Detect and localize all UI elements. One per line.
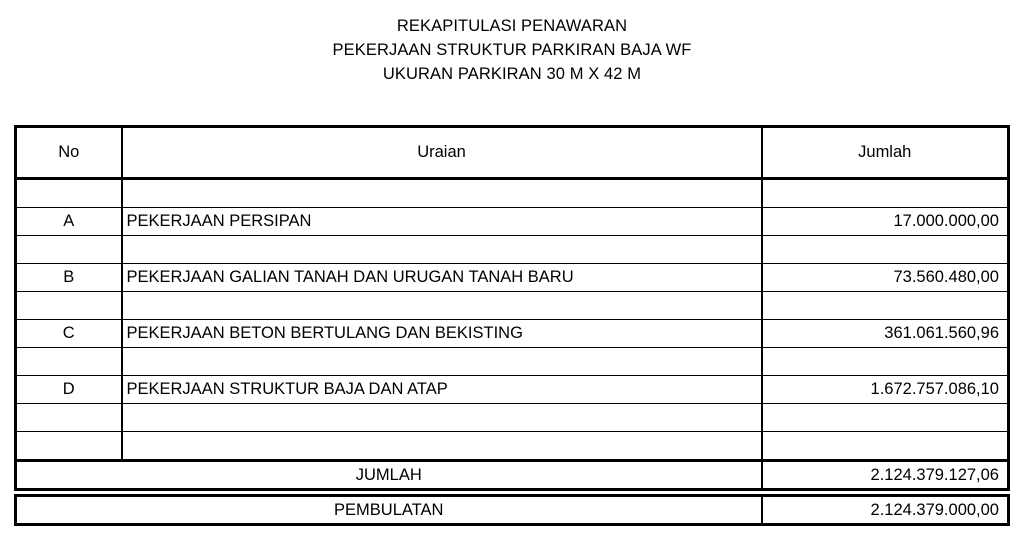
table-header-row	[16, 127, 1009, 179]
header-uraian: Uraian	[122, 127, 762, 179]
row-uraian	[122, 348, 762, 376]
row-no: D	[16, 376, 122, 404]
row-no	[16, 432, 122, 461]
table-row	[16, 179, 1009, 208]
row-uraian: PEKERJAAN STRUKTUR BAJA DAN ATAP	[122, 376, 762, 404]
table-row	[16, 320, 1009, 348]
recap-table	[14, 125, 1010, 526]
title-line-1: REKAPITULASI PENAWARAN	[396, 17, 628, 35]
table-row	[16, 376, 1009, 404]
row-uraian: PEKERJAAN BETON BERTULANG DAN BEKISTING	[122, 320, 762, 348]
row-no	[16, 292, 122, 320]
row-uraian	[122, 292, 762, 320]
row-jumlah	[762, 404, 1009, 432]
total-value: 2.124.379.127,06	[762, 461, 1009, 490]
table-row	[16, 236, 1009, 264]
row-jumlah	[762, 236, 1009, 264]
row-no	[16, 179, 122, 208]
table-row	[16, 208, 1009, 236]
table-row	[16, 264, 1009, 292]
row-no: B	[16, 264, 122, 292]
total-row	[16, 461, 1009, 490]
row-no	[16, 348, 122, 376]
table-row	[16, 404, 1009, 432]
title-line-2: PEKERJAAN STRUKTUR PARKIRAN BAJA WF	[332, 41, 692, 59]
row-jumlah: 1.672.757.086,10	[762, 376, 1009, 404]
row-uraian	[122, 404, 762, 432]
document-title	[0, 14, 1024, 86]
row-uraian	[122, 236, 762, 264]
row-no	[16, 404, 122, 432]
row-jumlah: 73.560.480,00	[762, 264, 1009, 292]
row-uraian: PEKERJAAN PERSIPAN	[122, 208, 762, 236]
row-jumlah: 17.000.000,00	[762, 208, 1009, 236]
title-line-3: UKURAN PARKIRAN 30 M X 42 M	[382, 65, 642, 83]
row-jumlah	[762, 179, 1009, 208]
row-no: A	[16, 208, 122, 236]
row-no	[16, 236, 122, 264]
row-uraian: PEKERJAAN GALIAN TANAH DAN URUGAN TANAH BARU	[122, 264, 762, 292]
row-jumlah	[762, 348, 1009, 376]
header-jumlah: Jumlah	[762, 127, 1009, 179]
row-no: C	[16, 320, 122, 348]
total-label: JUMLAH	[16, 461, 762, 490]
row-jumlah	[762, 432, 1009, 461]
row-uraian	[122, 179, 762, 208]
rounding-label: PEMBULATAN	[16, 496, 762, 525]
table-row	[16, 348, 1009, 376]
table-row	[16, 292, 1009, 320]
row-uraian	[122, 432, 762, 461]
rounding-value: 2.124.379.000,00	[762, 496, 1009, 525]
rounding-row	[16, 496, 1009, 525]
table-row	[16, 432, 1009, 461]
row-jumlah: 361.061.560,96	[762, 320, 1009, 348]
row-jumlah	[762, 292, 1009, 320]
header-no: No	[16, 127, 122, 179]
